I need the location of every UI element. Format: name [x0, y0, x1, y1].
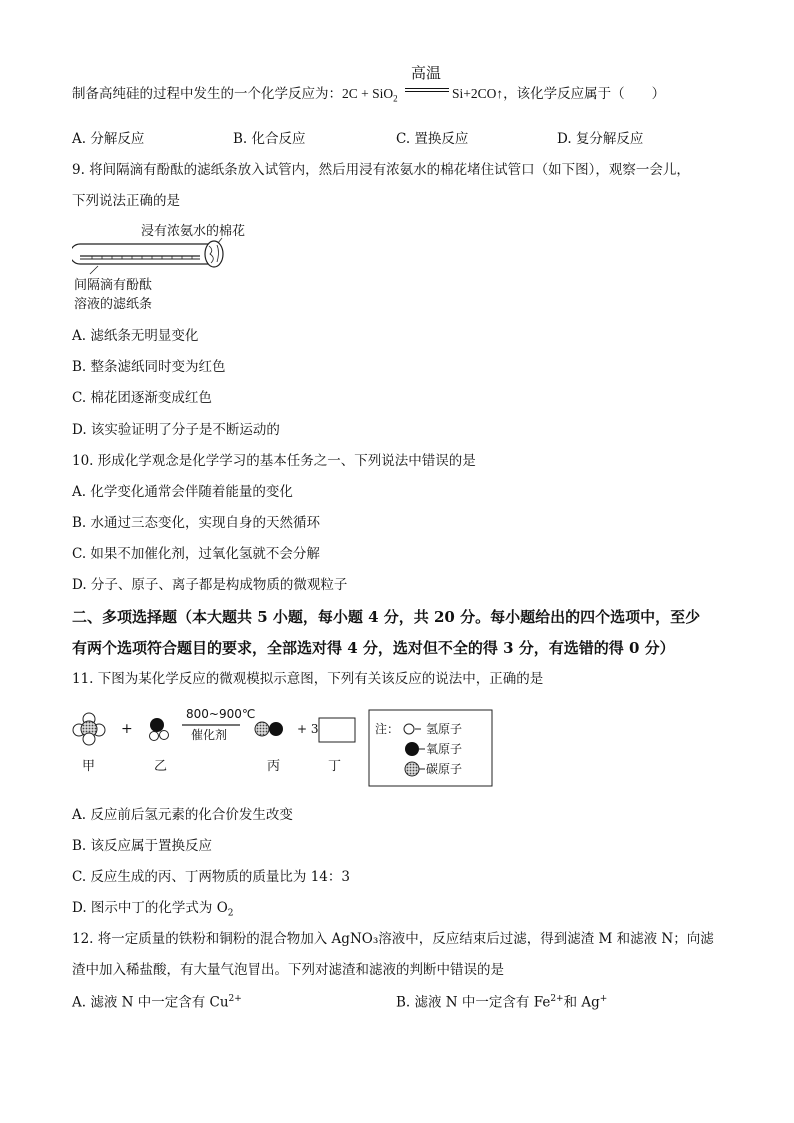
- q8-option-a[interactable]: A. 分解反应: [72, 131, 145, 147]
- q9-stem-line1: 9. 将间隔滴有酚酞的滤纸条放入试管内，然后用浸有浓氨水的棉花堵住试管口（如下图），观察一会儿，: [72, 162, 690, 178]
- q9-figure-label-cotton: 浸有浓氨水的棉花: [141, 224, 246, 239]
- q8-products: Si+2CO↑: [452, 86, 504, 101]
- q8-tail: ，该化学反应属于（ ）: [503, 86, 666, 102]
- q10-option-b[interactable]: B. 水通过三态变化，实现自身的天然循环: [72, 515, 321, 531]
- q8-reactant-c: 2C: [342, 86, 358, 101]
- q11-option-d[interactable]: D. 图示中丁的化学式为 $O_2$: [72, 900, 234, 919]
- molecule-jia-icon: [73, 713, 105, 745]
- q12-option-b[interactable]: B. 滤液 N 中一定含有 $Fe^{2+}$和 Ag+: [396, 994, 608, 1011]
- q8-option-b[interactable]: B. 化合反应: [233, 131, 306, 147]
- q12-option-a[interactable]: A. 滤液 N 中一定含有 $Cu^{2+}$: [72, 994, 242, 1011]
- q9-option-a[interactable]: A. 滤纸条无明显变化: [72, 328, 199, 344]
- section2-heading-line1: 二、多项选择题（本大题共 5 小题，每小题 4 分，共 20 分。每小题给出的四个选项中，至少: [72, 608, 701, 626]
- test-tube-figure: [72, 236, 232, 276]
- q9-option-c[interactable]: C. 棉花团逐渐变成红色: [72, 390, 212, 406]
- q11-option-c[interactable]: C. 反应生成的丙、丁两物质的质量比为 14：3: [72, 869, 350, 885]
- molecule-yi-icon: [150, 718, 169, 741]
- legend-oxygen: 氧原子: [426, 742, 463, 756]
- q8-option-d[interactable]: D. 复分解反应: [557, 131, 644, 147]
- q11-option-a[interactable]: A. 反应前后氢元素的化合价发生改变: [72, 807, 293, 823]
- q10-option-c[interactable]: C. 如果不加催化剂，过氧化氢就不会分解: [72, 546, 320, 562]
- legend-carbon: 碳原子: [426, 762, 463, 776]
- q10-stem: 10. 形成化学观念是化学学习的基本任务之一、下列说法中错误的是: [72, 453, 476, 469]
- oxygen-atom-icon: [405, 742, 419, 756]
- q11-label-ding: 丁: [328, 759, 342, 774]
- q11-label-bing: 丙: [267, 759, 281, 774]
- q9-figure-label-strip-1: 间隔滴有酚酞: [74, 278, 153, 293]
- q9-figure-label-strip-2: 溶液的滤纸条: [74, 297, 153, 312]
- q11-label-jia: 甲: [82, 759, 96, 774]
- q8-reactant-sio2: SiO: [372, 86, 394, 101]
- section2-heading-line2: 有两个选项符合题目的要求，全部选对得 4 分，选对但不全的得 3 分，有选错的得 0 分）: [72, 639, 675, 657]
- molecule-bing-icon: [255, 722, 283, 736]
- q8-stem: 制备高纯硅的过程中发生的一个化学反应为：2C + SiO$_2$: [72, 86, 398, 104]
- q8-option-c[interactable]: C. 置换反应: [396, 131, 469, 147]
- molecule-ding-box: [319, 718, 355, 742]
- carbon-atom-icon: [405, 762, 419, 776]
- legend-title: 注：: [375, 722, 400, 736]
- q11-label-yi: 乙: [154, 759, 168, 774]
- q8-condition: 高温: [411, 64, 442, 82]
- q12-stem-line1: 12. 将一定质量的铁粉和铜粉的混合物加入 AgNO₃溶液中，反应结束后过滤，得到滤渣 M 和滤液 N；向滤: [72, 931, 714, 947]
- q8-equal-sign: [405, 88, 449, 92]
- q11-condition-temp: 800~900℃: [186, 707, 256, 721]
- q10-option-d[interactable]: D. 分子、原子、离子都是构成物质的微观粒子: [72, 577, 348, 593]
- q11-option-b[interactable]: B. 该反应属于置换反应: [72, 838, 213, 854]
- q9-stem-line2: 下列说法正确的是: [72, 193, 180, 209]
- hydrogen-atom-icon: [404, 724, 414, 734]
- q11-plus-3: + 3: [297, 722, 319, 736]
- legend-hydrogen: 氢原子: [426, 722, 463, 736]
- q11-plus-1: +: [121, 721, 133, 737]
- q9-option-b[interactable]: B. 整条滤纸同时变为红色: [72, 359, 226, 375]
- q8-products-tail: [452, 87, 665, 102]
- cotton-plug-icon: [205, 241, 223, 267]
- q10-option-a[interactable]: A. 化学变化通常会伴随着能量的变化: [72, 484, 293, 500]
- q12-stem-line2: 渣中加入稀盐酸，有大量气泡冒出。下列对滤渣和滤液的判断中错误的是: [72, 962, 504, 978]
- q11-stem: 11. 下图为某化学反应的微观模拟示意图，下列有关该反应的说法中，正确的是: [72, 671, 544, 687]
- q9-option-d[interactable]: D. 该实验证明了分子是不断运动的: [72, 422, 280, 438]
- q8-intro: 制备高纯硅的过程中发生的一个化学反应为：: [72, 86, 342, 102]
- q11-condition-catalyst: 催化剂: [191, 728, 228, 742]
